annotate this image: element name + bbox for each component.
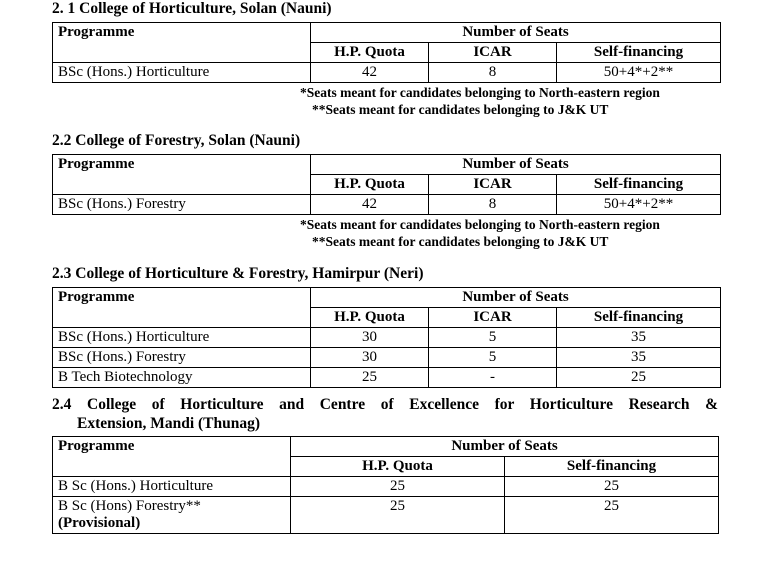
column-header-number-of-seats: Number of Seats	[311, 22, 721, 42]
cell-self-financing: 25	[505, 497, 719, 534]
cell-hp-quota: 30	[311, 347, 429, 367]
table-row	[53, 347, 721, 367]
table-row	[53, 195, 721, 215]
column-header-icar: ICAR	[429, 42, 557, 62]
table-header-row-group	[53, 155, 721, 175]
footnotes-2-2	[0, 217, 768, 250]
cell-programme: BSc (Hons.) Horticulture	[53, 327, 311, 347]
column-header-programme: Programme	[53, 437, 291, 477]
cell-programme: B Tech Biotechnology	[53, 367, 311, 387]
cell-hp-quota: 25	[311, 367, 429, 387]
section-2-2-heading: 2.2 College of Forestry, Solan (Nauni)	[52, 132, 301, 150]
table-header-row-group	[53, 437, 719, 457]
cell-icar: 8	[429, 195, 557, 215]
cell-self-financing: 25	[557, 367, 721, 387]
cell-self-financing: 25	[505, 477, 719, 497]
column-header-icar: ICAR	[429, 175, 557, 195]
footnote-double-star: **Seats meant for candidates belonging to J&K UT	[312, 101, 609, 117]
cell-hp-quota: 30	[311, 327, 429, 347]
seats-table-2-4	[52, 436, 719, 534]
column-header-self-financing: Self-financing	[505, 457, 719, 477]
footnote-single-star: *Seats meant for candidates belonging to North-eastern region	[300, 217, 660, 233]
column-header-hp-quota: H.P. Quota	[291, 457, 505, 477]
cell-programme: B Sc (Hons.) Horticulture	[53, 477, 291, 497]
column-header-number-of-seats: Number of Seats	[311, 287, 721, 307]
column-header-programme: Programme	[53, 155, 311, 195]
column-header-hp-quota: H.P. Quota	[311, 42, 429, 62]
section-2-4-heading	[0, 396, 768, 434]
table-row	[53, 367, 721, 387]
cell-programme: BSc (Hons.) Horticulture	[53, 62, 311, 82]
seats-table-2-2	[52, 154, 721, 215]
section-2-3-heading: 2.3 College of Horticulture & Forestry, Hamirpur (Neri)	[52, 264, 424, 282]
column-header-hp-quota: H.P. Quota	[311, 307, 429, 327]
cell-programme-provisional: (Provisional)	[58, 515, 141, 532]
seats-table-2-3	[52, 287, 721, 388]
section-2-4	[0, 396, 768, 535]
cell-icar: -	[429, 367, 557, 387]
cell-programme-text: B Sc (Hons) Forestry**	[58, 498, 201, 515]
column-header-self-financing: Self-financing	[557, 307, 721, 327]
section-2-1-heading: 2. 1 College of Horticulture, Solan (Nauni)	[52, 0, 332, 17]
column-header-icar: ICAR	[429, 307, 557, 327]
cell-self-financing: 35	[557, 327, 721, 347]
cell-hp-quota: 42	[311, 62, 429, 82]
cell-programme	[53, 497, 291, 534]
seats-table-2-1	[52, 22, 721, 83]
table-row	[53, 477, 719, 497]
cell-self-financing: 35	[557, 347, 721, 367]
table-row	[53, 327, 721, 347]
cell-icar: 5	[429, 347, 557, 367]
cell-self-financing: 50+4*+2**	[557, 62, 721, 82]
table-header-row-group	[53, 22, 721, 42]
column-header-hp-quota: H.P. Quota	[311, 175, 429, 195]
cell-icar: 8	[429, 62, 557, 82]
section-2-2	[0, 132, 768, 250]
cell-programme: BSc (Hons.) Forestry	[53, 195, 311, 215]
column-header-self-financing: Self-financing	[557, 175, 721, 195]
cell-hp-quota: 25	[291, 497, 505, 534]
column-header-number-of-seats: Number of Seats	[311, 155, 721, 175]
section-2-4-heading-line1: 2.4 College of Horticulture and Centre of Excellence for Horticulture Research &	[52, 395, 718, 413]
cell-self-financing: 50+4*+2**	[557, 195, 721, 215]
footnote-double-star: **Seats meant for candidates belonging to J&K UT	[312, 234, 609, 250]
column-header-number-of-seats: Number of Seats	[291, 437, 719, 457]
cell-icar: 5	[429, 327, 557, 347]
table-header-row-group	[53, 287, 721, 307]
table-row	[53, 62, 721, 82]
cell-hp-quota: 25	[291, 477, 505, 497]
cell-hp-quota: 42	[311, 195, 429, 215]
column-header-programme: Programme	[53, 287, 311, 327]
section-2-4-heading-line2: Extension, Mandi (Thunag)	[77, 414, 261, 432]
footnotes-2-1	[0, 85, 768, 118]
section-2-1	[0, 0, 768, 118]
cell-programme: BSc (Hons.) Forestry	[53, 347, 311, 367]
section-2-3	[0, 265, 768, 388]
column-header-self-financing: Self-financing	[557, 42, 721, 62]
table-row	[53, 497, 719, 534]
footnote-single-star: *Seats meant for candidates belonging to North-eastern region	[300, 84, 660, 100]
column-header-programme: Programme	[53, 22, 311, 62]
